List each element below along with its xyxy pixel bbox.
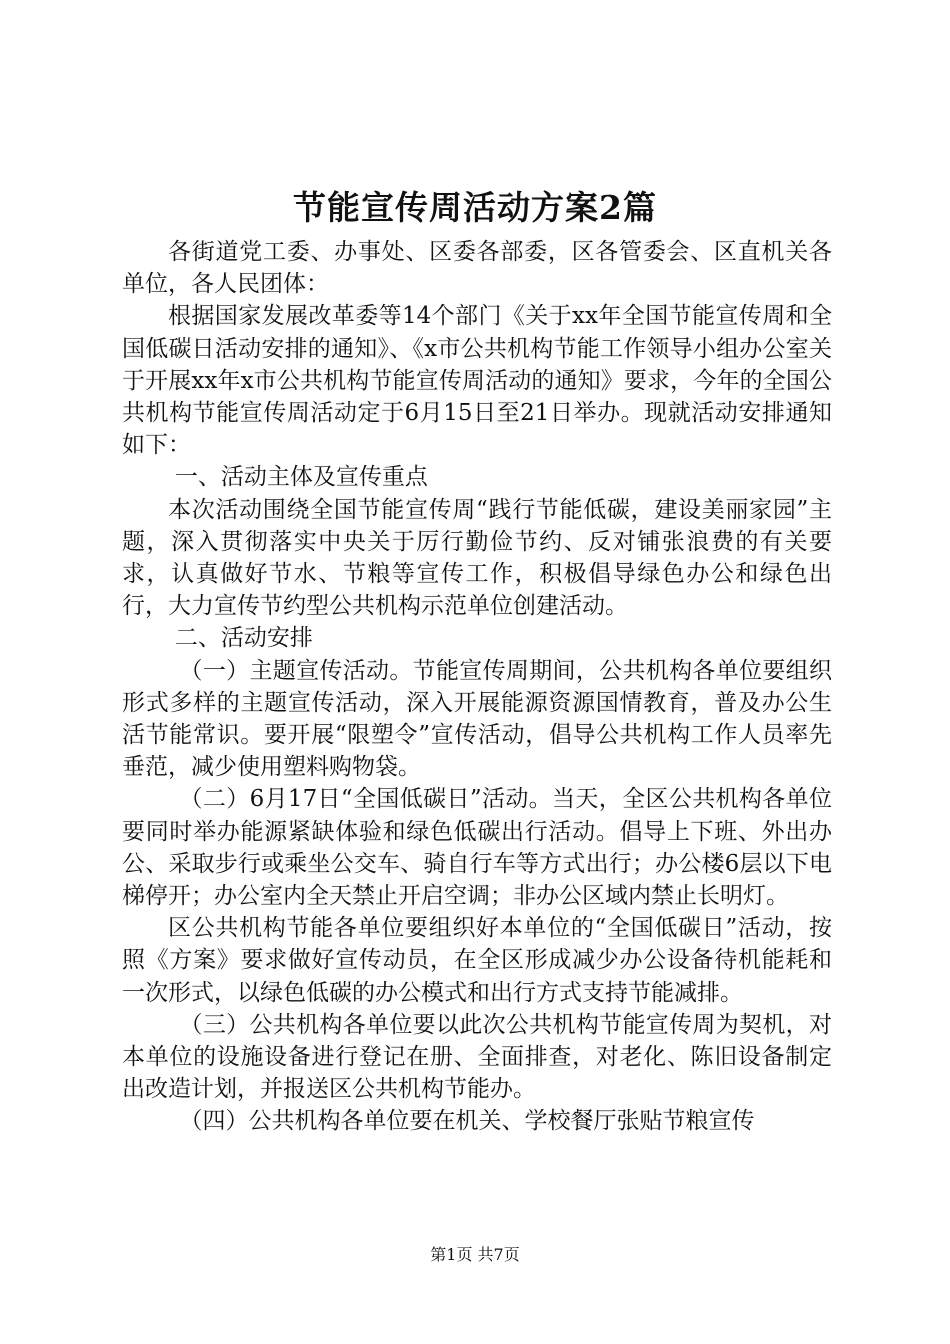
section-heading-2: 二、活动安排 <box>174 625 313 652</box>
document-title: 节能宣传周活动方案2篇 <box>293 188 657 227</box>
paragraph-item-1: （一）主题宣传活动。节能宣传周期间，公共机构各单位要组织形式多样的主题宣传活动，深入开展能源资源国情教育，普及办公生活节能常识。要开展“限塑令”宣传活动，倡导公共机构工作人员率先垂范，减少使用塑料购物袋。 <box>122 657 832 781</box>
paragraph-theme: 本次活动围绕全国节能宣传周“践行节能低碳，建设美丽家园”主题，深入贯彻落实中央关于厉行勤俭节约、反对铺张浪费的有关要求，认真做好节水、节粮等宣传工作，积极倡导绿色办公和绿色出行，大力宣传节约型公共机构示范单位创建活动。 <box>122 496 832 620</box>
paragraph-item-2: （二）6月17日“全国低碳日”活动。当天，全区公共机构各单位要同时举办能源紧缺体验和绿色低碳出行活动。倡导上下班、外出办公、采取步行或乘坐公交车、骑自行车等方式出行；办公楼6层以下电梯停开；办公室内全天禁止开启空调；非办公区域内禁止长明灯。 <box>122 786 832 910</box>
page-footer: 第1页 共7页 <box>430 1245 520 1264</box>
paragraph-item-3: （三）公共机构各单位要以此次公共机构节能宣传周为契机，对本单位的设施设备进行登记在册、全面排查，对老化、陈旧设备制定出改造计划，并报送区公共机构节能办。 <box>122 1011 832 1103</box>
paragraph-low-carbon-day: 区公共机构节能各单位要组织好本单位的“全国低碳日”活动，按照《方案》要求做好宣传动员，在全区形成减少办公设备待机能耗和一次形式，以绿色低碳的办公模式和出行方式支持节能减排。 <box>122 915 832 1006</box>
document-body <box>122 236 832 1138</box>
paragraph-item-4: （四）公共机构各单位要在机关、学校餐厅张贴节粮宣传 <box>179 1108 755 1135</box>
paragraph-basis: 根据国家发展改革委等14个部门《关于xx年全国节能宣传周和全国低碳日活动安排的通知》、《x市公共机构节能工作领导小组办公室关于开展xx年x市公共机构节能宣传周活动的通知》要求，今年的全国公共机构节能宣传周活动定于6月15日至21日举办。现就活动安排通知如下： <box>122 303 832 459</box>
section-heading-1: 一、活动主体及宣传重点 <box>174 464 428 491</box>
paragraph-salutation: 各街道党工委、办事处、区委各部委，区各管委会、区直机关各单位，各人民团体： <box>122 239 832 298</box>
